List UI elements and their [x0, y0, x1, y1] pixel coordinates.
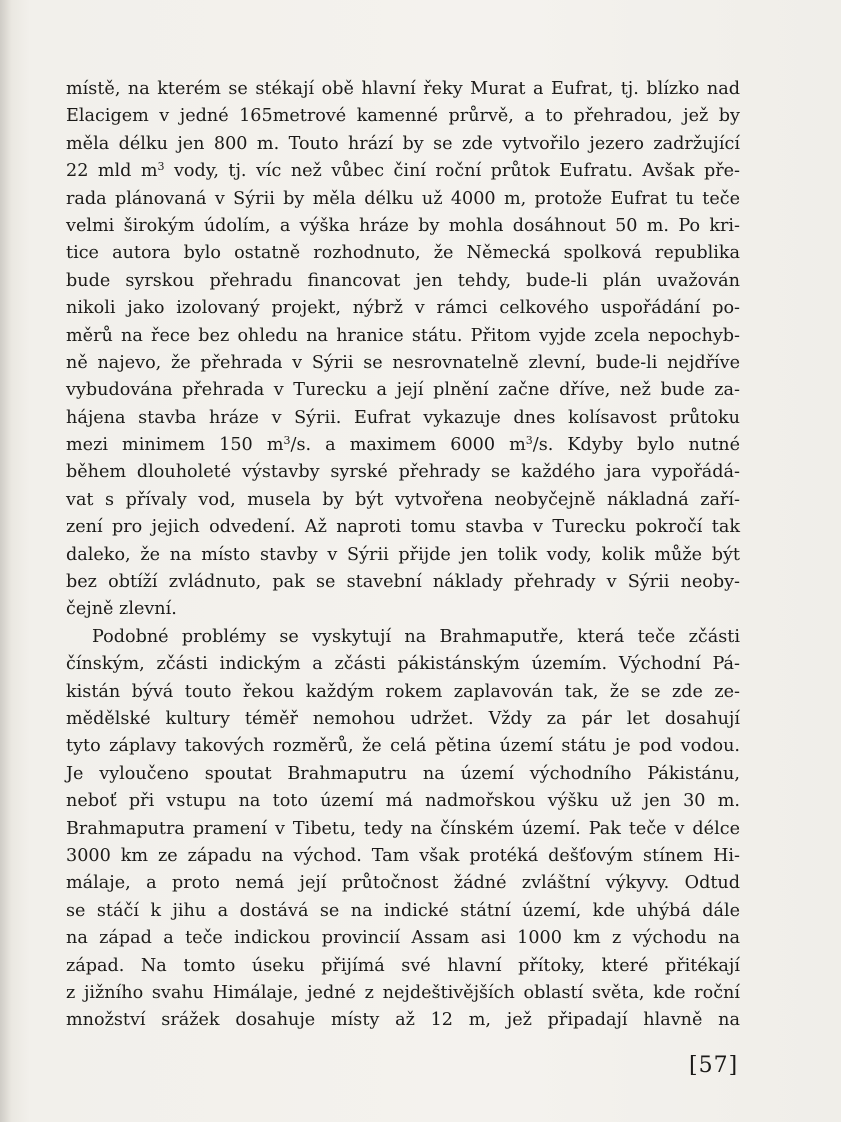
text-segment: /s. a maximem 6000 m — [290, 435, 526, 456]
text-line: tyto záplavy takových rozměrů, že celá pětina území státu je pod vodou. — [66, 736, 740, 757]
text-line: nikoli jako izolovaný projekt, nýbrž v rámci celkového uspořádání po- — [66, 298, 740, 319]
text-line: rada plánovaná v Sýrii by měla délku už 4000 m, protože Eufrat tu teče — [66, 188, 740, 209]
text-line: na západ a teče indickou provincií Assam asi 1000 km z východu na — [66, 928, 740, 949]
superscript: 3 — [525, 434, 533, 448]
text-line: Elacigem v jedné 165metrové kamenné průrvě, a to přehradou, jež by — [66, 106, 740, 127]
text-line: západ. Na tomto úseku přijímá své hlavní přítoky, které přitékají — [66, 955, 740, 976]
text-line: místě, na kterém se stékají obě hlavní řeky Murat a Eufrat, tj. blízko nad — [66, 79, 740, 99]
text-line: Brahmaputra pramení v Tibetu, tedy na čínském území. Pak teče v délce — [66, 818, 740, 839]
text-line: ně najevo, že přehrada v Sýrii se nesrovnatelně zlevní, bude-li nejdříve — [66, 352, 740, 373]
text-line: mědělské kultury téměř nemohou udržet. Vždy za pár let dosahují — [66, 708, 740, 729]
text-segment: mezi minimem 150 m — [66, 435, 284, 456]
text-line: kistán bývá touto řekou každým rokem zaplavován tak, že se zde ze- — [66, 681, 740, 702]
superscript: 3 — [283, 434, 291, 448]
text-line-with-superscript — [66, 158, 740, 185]
paragraph-1 — [66, 76, 740, 624]
text-line: měla délku jen 800 m. Touto hrází by se zde vytvořilo jezero zadržující — [66, 133, 740, 154]
body-text — [66, 76, 740, 1035]
text-line: Podobné problémy se vyskytují na Brahmaputře, která teče zčásti — [92, 626, 740, 647]
text-line: hájena stavba hráze v Sýrii. Eufrat vykazuje dnes kolísavost průtoku — [66, 407, 740, 428]
text-segment: /s. Kdyby bylo nutné — [532, 435, 740, 456]
text-segment: 22 mld m — [66, 161, 158, 182]
page-number: [57] — [689, 1053, 739, 1078]
text-segment: vody, tj. víc než vůbec činí roční průtok Eufratu. Avšak pře- — [164, 161, 741, 182]
text-line: množství srážek dosahuje místy až 12 m, jež připadají hlavně na — [66, 1010, 740, 1031]
text-line: Je vyloučeno spoutat Brahmaputru na území východního Pákistánu, — [66, 763, 740, 784]
text-line: čínským, zčásti indickým a zčásti pákistánským územím. Východní Pá- — [66, 654, 740, 675]
text-line: z jižního svahu Himálaje, jedné z nejdeštivějších oblastí světa, kde roční — [66, 982, 740, 1003]
text-line-with-superscript — [66, 432, 740, 459]
text-line: bez obtíží zvládnuto, pak se stavební náklady přehrady v Sýrii neoby- — [66, 572, 740, 593]
text-line: vat s přívaly vod, musela by být vytvořena neobyčejně nákladná zaří- — [66, 489, 740, 510]
text-line: čejně zlevní. — [66, 599, 177, 620]
binding-gutter-shadow — [0, 0, 12, 1122]
text-line: tice autora bylo ostatně rozhodnuto, že Německá spolková republika — [66, 243, 740, 264]
text-line: málaje, a proto nemá její průtočnost žádné zvláštní výkyvy. Odtud — [66, 873, 740, 894]
text-line: zení pro jejich odvedení. Až naproti tomu stavba v Turecku pokročí tak — [66, 517, 740, 538]
paragraph-2 — [66, 624, 740, 1035]
text-line: bude syrskou přehradu financovat jen tehdy, bude-li plán uvažován — [66, 270, 740, 291]
text-line: měrů na řece bez ohledu na hranice státu. Přitom vyjde zcela nepochyb- — [66, 325, 740, 346]
text-line: se stáčí k jihu a dostává se na indické státní území, kde uhýbá dále — [66, 900, 740, 921]
text-line: během dlouholeté výstavby syrské přehrady se každého jara vypořádá- — [66, 462, 740, 483]
superscript: 3 — [157, 160, 165, 174]
text-line: velmi širokým údolím, a výška hráze by mohla dosáhnout 50 m. Po kri- — [66, 215, 740, 236]
text-line: vybudována přehrada v Turecku a její plnění začne dříve, než bude za- — [66, 380, 740, 401]
text-line: daleko, že na místo stavby v Sýrii přijde jen tolik vody, kolik může být — [66, 544, 740, 565]
text-line: neboť při vstupu na toto území má nadmořskou výšku už jen 30 m. — [66, 791, 740, 812]
text-line: 3000 km ze západu na východ. Tam však protéká dešťovým stínem Hi- — [66, 845, 740, 866]
